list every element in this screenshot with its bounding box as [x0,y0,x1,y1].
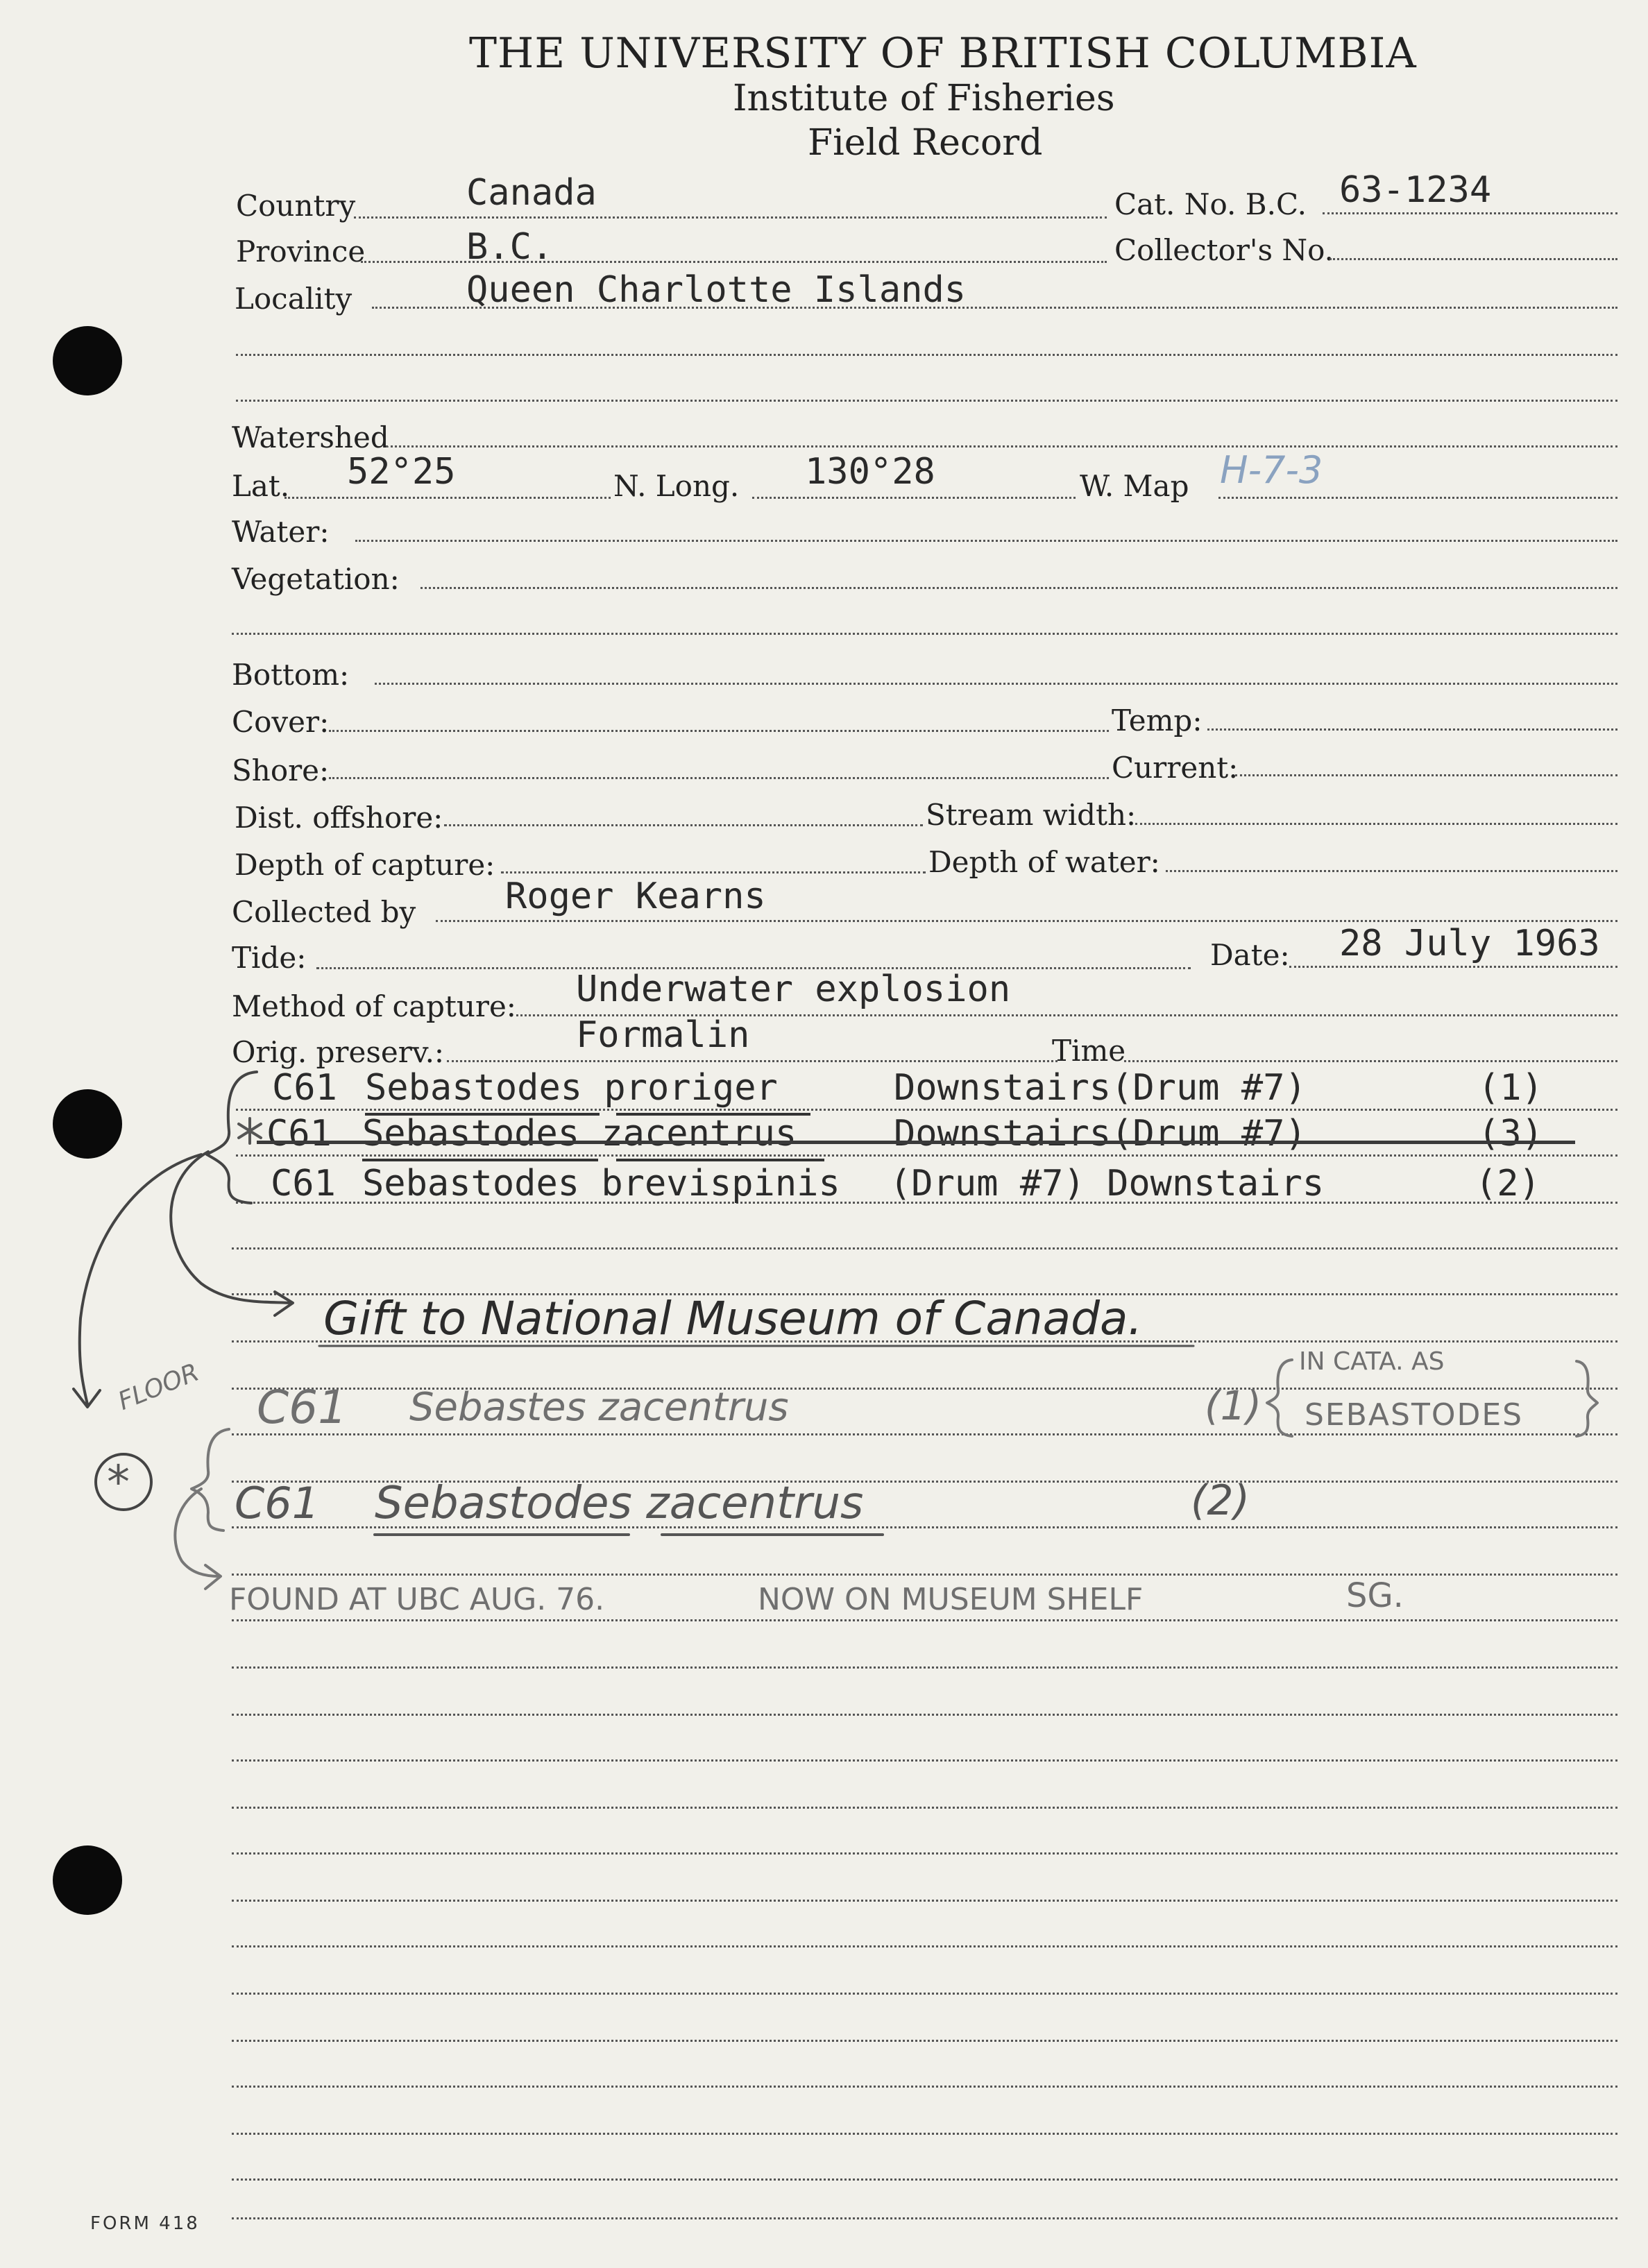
entry2-count: (2) [1191,1476,1250,1525]
province-label: Province [236,235,366,268]
specimen-3-location: (Drum #7) Downstairs [890,1163,1325,1204]
orig-preserv-value: Formalin [576,1014,750,1056]
w-map-label: W. Map [1080,469,1189,503]
orig-preserv-label: Orig. preserv.: [232,1035,445,1069]
cat-note-brace-right [1577,1361,1597,1436]
temp-label: Temp: [1112,704,1203,737]
country-label: Country [236,189,356,223]
specimen-1-location: Downstairs(Drum #7) [894,1067,1307,1109]
entry1-species: Sebastes zacentrus [409,1385,789,1430]
found-note: FOUND AT UBC AUG. 76. [229,1582,605,1617]
vegetation-label: Vegetation: [232,562,400,596]
locality-label: Locality [235,282,352,316]
shore-label: Shore: [232,753,330,787]
depth-capture-label: Depth of capture: [235,848,495,882]
long-value: 130°28 [805,451,935,493]
province-value: B.C. [466,226,554,268]
n-long-label: N. Long. [613,469,740,503]
cover-label: Cover: [232,705,330,739]
shelf-note: NOW ON MUSEUM SHELF [758,1582,1144,1617]
water-label: Water: [232,515,330,549]
specimen-1-count: (1) [1478,1067,1543,1109]
specimen-1-species: Sebastodes proriger [365,1067,778,1109]
cat-note-brace-left [1267,1360,1292,1436]
floor-note: FLOOR [114,1358,203,1416]
specimen-2-code: C61 [266,1113,332,1154]
form-title: Field Record [808,122,1043,164]
collected-by-label: Collected by [232,895,416,929]
form-number: FORM 418 [90,2213,200,2234]
stream-width-label: Stream width: [926,798,1137,832]
department-heading: Institute of Fisheries [733,78,1115,119]
specimen-3-count: (2) [1475,1163,1540,1204]
collectors-no-label: Collector's No. [1114,233,1334,267]
date-label: Date: [1210,938,1290,972]
specimen-2-location: Downstairs(Drum #7) [894,1113,1307,1154]
specimen-3-species: Sebastodes brevispinis [362,1163,840,1204]
depth-water-label: Depth of water: [928,845,1160,879]
dist-offshore-label: Dist. offshore: [235,801,443,835]
bottom-label: Bottom: [232,658,350,692]
method-capture-value: Underwater explosion [576,969,1011,1010]
method-capture-label: Method of capture: [232,989,516,1023]
arrow-to-found-note [175,1489,221,1589]
cat-no-value: 63-1234 [1339,169,1492,211]
entry1-code: C61 [257,1381,348,1434]
institution-heading: THE UNIVERSITY OF BRITISH COLUMBIA [469,29,1417,78]
entry2-code: C61 [235,1478,320,1528]
entry2-species: Sebastodes zacentrus [375,1478,864,1529]
locality-value: Queen Charlotte Islands [466,269,967,311]
cat-no-label: Cat. No. B.C. [1114,187,1307,221]
lat-value: 52°25 [347,451,456,493]
watershed-label: Watershed [232,420,389,454]
entry1-count: (1) [1205,1382,1262,1429]
country-value: Canada [466,172,597,214]
date-value: 28 July 1963 [1339,923,1600,964]
arrow-to-gift-note [171,1152,293,1315]
gift-note: Gift to National Museum of Canada. [323,1292,1143,1345]
cat-note-line1: IN CATA. AS [1299,1347,1445,1376]
map-value: H-7-3 [1220,448,1323,492]
cat-note-line2: SEBASTODES [1305,1397,1524,1433]
pencil-brace-entries [192,1429,229,1531]
specimen-2-count: (3) [1478,1113,1543,1154]
specimen-1-code: C61 [272,1067,337,1109]
time-label: Time [1052,1034,1126,1068]
current-label: Current: [1112,751,1239,785]
specimen-asterisk-mark [239,1118,261,1143]
collected-by-value: Roger Kearns [505,876,766,917]
asterisk-mark: * [107,1456,130,1509]
lat-label: Lat. [232,469,290,503]
specimen-2-species: Sebastodes zacentrus [362,1113,797,1154]
initials: SG. [1346,1576,1404,1615]
specimen-3-code: C61 [271,1163,336,1204]
tide-label: Tide: [232,941,307,975]
